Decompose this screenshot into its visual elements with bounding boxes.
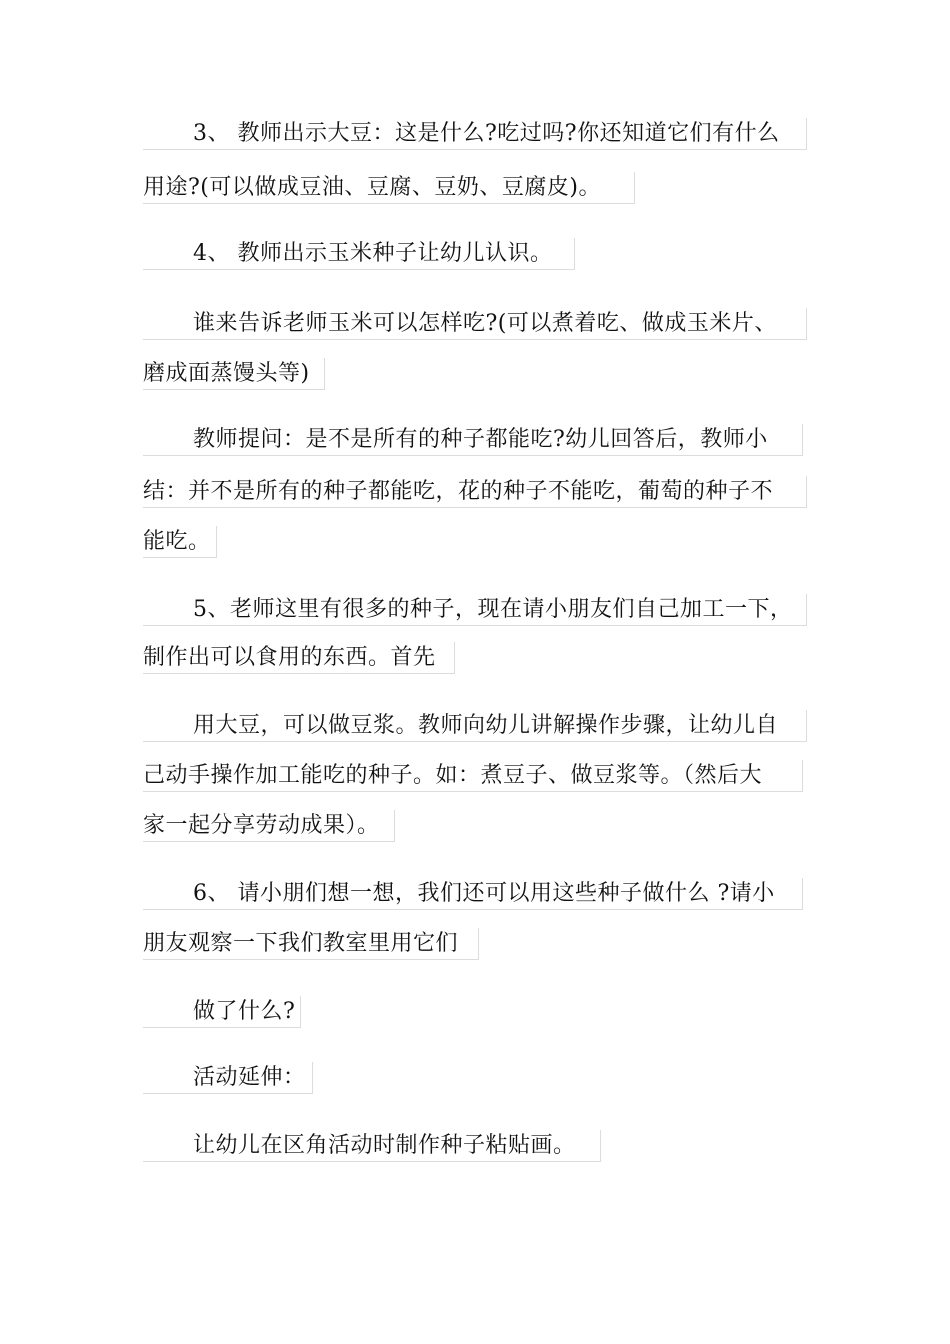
text-line: 做了什么? xyxy=(143,996,301,1028)
text-line: 让幼儿在区角活动时制作种子粘贴画。 xyxy=(143,1130,601,1162)
text-line: 教师提问：是不是所有的种子都能吃?幼儿回答后，教师小 xyxy=(143,424,803,456)
text-line: 磨成面蒸馒头等) xyxy=(143,358,325,390)
text-line: 谁来告诉老师玉米可以怎样吃?(可以煮着吃、做成玉米片、 xyxy=(143,308,807,340)
text-line: 制作出可以食用的东西。首先 xyxy=(143,642,455,674)
text-line: 6、 请小朋们想一想，我们还可以用这些种子做什么 ?请小 xyxy=(143,878,803,910)
text-line: 用大豆，可以做豆浆。教师向幼儿讲解操作步骤，让幼儿自 xyxy=(143,710,807,742)
text-line: 活动延伸： xyxy=(143,1062,313,1094)
text-line: 结：并不是所有的种子都能吃，花的种子不能吃，葡萄的种子不 xyxy=(143,476,807,508)
text-line: 用途?(可以做成豆油、豆腐、豆奶、豆腐皮)。 xyxy=(143,172,635,204)
text-line: 朋友观察一下我们教室里用它们 xyxy=(143,928,479,960)
text-line: 己动手操作加工能吃的种子。如：煮豆子、做豆浆等。（然后大 xyxy=(143,760,803,792)
text-line: 家一起分享劳动成果）。 xyxy=(143,810,395,842)
text-line: 3、 教师出示大豆：这是什么?吃过吗?你还知道它们有什么 xyxy=(143,118,807,150)
text-line: 能吃。 xyxy=(143,526,217,558)
text-line: 5、老师这里有很多的种子，现在请小朋友们自己加工一下， xyxy=(143,594,807,626)
text-line: 4、 教师出示玉米种子让幼儿认识。 xyxy=(143,238,575,270)
